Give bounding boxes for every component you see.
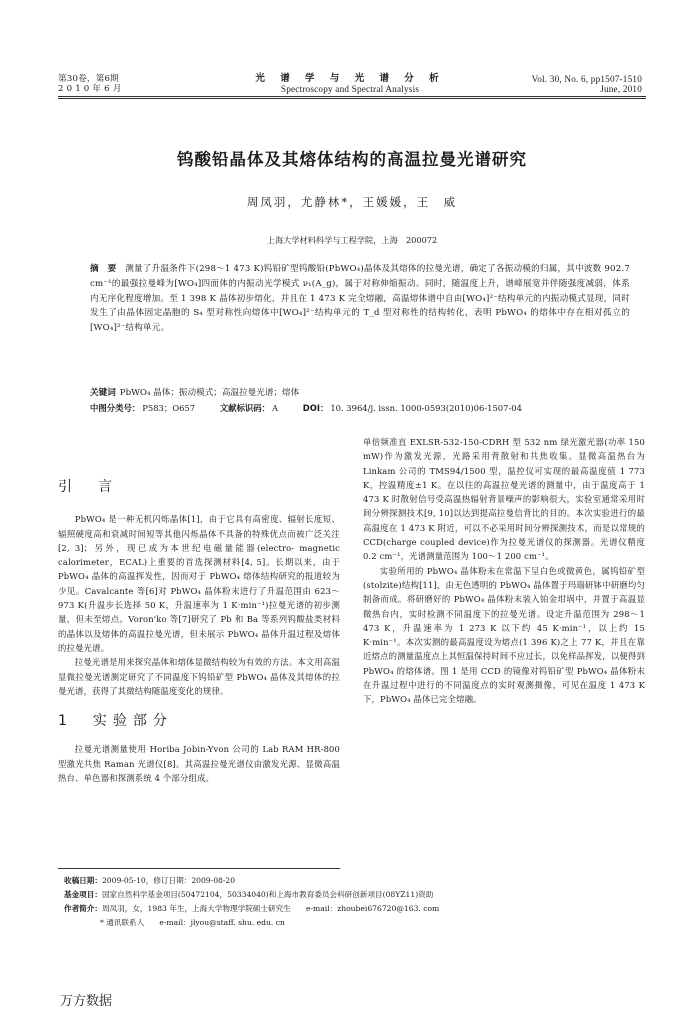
classification-line bbox=[90, 401, 630, 415]
abstract-label: 摘 要 bbox=[90, 264, 120, 274]
affiliation: 上海大学材料科学与工程学院，上海 200072 bbox=[266, 235, 438, 245]
doc-code-value: A bbox=[272, 403, 279, 413]
keywords-label: 关键词 bbox=[90, 388, 116, 398]
footnote-author-bio bbox=[64, 902, 644, 916]
footnote-funding bbox=[64, 888, 644, 902]
doc-code-label: 文献标识码： bbox=[219, 403, 271, 413]
keywords-text: PbWO₄ 晶体；振动模式；高温拉曼光谱；熔体 bbox=[119, 388, 300, 398]
intro-paragraph-1: PbWO₄ 是一种无机闪烁晶体[1]，由于它具有高密度、辐射长度短、辐照硬度高和衰减时间短等其他闪烁晶体不具备的特殊优点而被广泛关注[2, 3]；另外，现已成为本世纪电磁量能器(electro- magnetic calorimeter，ECAL)上重要的首选探测材料[4, 5]。长期以来，由于 PbWO₄ 晶体的高温挥发性，因而对于 PbWO₄ 熔体结构研究的报道较为少见。Cavalcante 等[6]对 PbWO₄ 晶体粉末进行了升温范围由 623～973 K(升温步长选择 50 K，升温速率为 1 K·min⁻¹)拉曼光谱的初步测量，但未至熔点。Voron'ko 等[7]研究了 Pb 和 Ba 等系列钨酸盐类材料的晶体以及熔体的高温拉曼光谱，但未展示 PbWO₄ 晶体升温过程及熔体的拉曼光谱。 bbox=[58, 514, 340, 653]
intro-paragraph-2: 拉曼光谱是用来探究晶体和熔体显微结构较为有效的方法。本文用高温显微拉曼光谱测定研究了不同温度下钨铅矿型 PbWO₄ 晶体及其熔体的拉曼光谱，获得了其微结构随温度变化的规律。 bbox=[58, 657, 340, 696]
experiment-paragraph-3: 实验所用的 PbWO₄ 晶体粉末在常温下呈白色或微黄色，属钨铅矿型(stolzite)结构[11]，由无色透明的 PbWO₄ 晶体置于玛瑙研钵中研磨均匀制备而成。将研磨好的 PbWO₄ 晶体粉末装入铂金坩埚中，并置于高温显微热台内，实时检测不同温度下的拉曼光谱。设定升温范围为 298～1 473 K，升温速率为 1 273 K 以下约 45 K·min⁻¹，以上约 15 K·min⁻¹。本次实测的最高温度设为熔点(1 396 K)之上 77 K，并且在靠近熔点的测量温度点上其恒温保持时间不应过长，以免样品挥发，以便得到 PbWO₄ 的熔体谱。图 1 是用 CCD 的镜像对钨铅矿型 PbWO₄ 晶体粉末在升温过程中进行的不同温度点的实时观测摄像，可见在温度 1 473 K 下，PbWO₄ 晶体已完全熔融。 bbox=[363, 565, 645, 705]
doi-label: DOI： bbox=[302, 403, 329, 413]
abstract-text: 测量了升温条件下(298～1 473 K)钨铅矿型钨酸铅(PbWO₄)晶体及其熔体的拉曼光谱，确定了各振动模的归属，其中波数 902.7 cm⁻¹的最强拉曼峰为[WO₄]四面体的内振动光学模式 ν₁(A_g)，属于对称伸缩振动。同时，随温度上升，谱峰展宽并伴随强度减弱，体系内无序化程度增加。至 1 398 K 晶体初步熔化，并且在 1 473 K 完全熔融，高温熔体谱中自由[WO₄]²⁻结构单元的内振动模式显现，同时发生了由晶体固定晶胞的 S₄ 型对称性向熔体中[WO₄]²⁻结构单元的 T_d 型对称性的结构转化，表明 PbWO₄ 的熔体中存在相对孤立的[WO₄]²⁻结构单元。 bbox=[90, 264, 630, 334]
section-heading-experiment: 1 实验部分 bbox=[58, 713, 173, 730]
funding-label: 基金项目： bbox=[64, 890, 102, 899]
journal-name-en: Spectroscopy and Spectral Analysis bbox=[280, 84, 420, 94]
footnote-corresponding: * 通讯联系人 e-mail：jlyou@staff. shu. edu. cn bbox=[100, 918, 285, 927]
doi-value: 10. 3964/j. issn. 1000-0593(2010)06-1507-04 bbox=[330, 403, 522, 413]
received-text: 2009-05-10，修订日期：2009-08-20 bbox=[101, 876, 236, 885]
volume-issue-en: Vol. 30, No. 6, pp1507-1510 bbox=[531, 74, 642, 84]
running-header-left bbox=[58, 74, 218, 94]
keywords bbox=[90, 386, 630, 400]
header-rule-2 bbox=[58, 98, 646, 99]
running-header-right bbox=[422, 74, 642, 94]
received-label: 收稿日期： bbox=[64, 876, 102, 885]
experiment-paragraph-2: 单倍频准直 EXLSR-532-150-CDRH 型 532 nm 绿光激光器(功率 150 mW)作为激发光源，光路采用背散射和共焦收集。显微高温热台为 Linkam 公司的 TMS94/1500 型，温控仪可实现的最高温度值 1 773 K，控温精度±1 K。在以往的高温拉曼光谱的测量中，由于温度高于 1 473 K 时散射信号受高温热辐射背景噪声的影响很大，实验室通常采用时间分辨探测技术[9, 10]以达到提高拉曼信背比的目的。本次实验进行的最高温度在 1 473 K 附近，可以不必采用时间分辨探测技术，而是以常规的 CCD(charge coupled device)作为拉曼光谱仪的探测器。光谱仪精度 0.2 cm⁻¹，光谱测量范围为 100～1 200 cm⁻¹。 bbox=[363, 437, 645, 562]
date-cn: 2 0 1 0 年 6 月 bbox=[58, 84, 122, 94]
date-en: June, 2010 bbox=[600, 84, 642, 94]
experiment-paragraph-1: 拉曼光谱测量使用 Horiba Jobin-Yvon 公司的 Lab RAM HR-800 型激光共焦 Raman 光谱仪[8]。其高温拉曼光谱仪由激发光源、显微高温热台、单色器和探测系统 4 个部分组成。 bbox=[58, 744, 340, 784]
author-bio-label: 作者简介： bbox=[64, 904, 102, 913]
clc-label: 中图分类号： bbox=[90, 403, 141, 413]
footnote-received bbox=[64, 874, 644, 888]
abstract bbox=[90, 262, 630, 336]
author-bio-text: 周凤羽，女，1983 年生，上海大学物理学院硕士研究生 e-mail：zhoubei676720@163. com bbox=[101, 904, 440, 913]
body-column-left bbox=[58, 480, 340, 785]
author-list: 周凤羽，尤静林*，王媛媛，王 威 bbox=[246, 195, 458, 209]
header-rule bbox=[58, 96, 646, 97]
paper-title: 钨酸铅晶体及其熔体结构的高温拉曼光谱研究 bbox=[177, 150, 527, 169]
journal-name-cn: 光 谱 学 与 光 谱 分 析 bbox=[255, 73, 445, 84]
footnote-rule bbox=[58, 868, 340, 869]
clc-value: P583；O657 bbox=[142, 403, 196, 413]
section-heading-intro: 引 言 bbox=[58, 479, 118, 495]
funding-text: 国家自然科学基金项目(50472104，50334040)和上海市教育委员会科研创新项目(08YZ11)资助 bbox=[101, 890, 434, 899]
body-column-right bbox=[363, 435, 645, 707]
volume-issue-cn: 第30卷，第6期 bbox=[58, 74, 119, 84]
watermark-text: 万方数据 bbox=[60, 994, 113, 1009]
